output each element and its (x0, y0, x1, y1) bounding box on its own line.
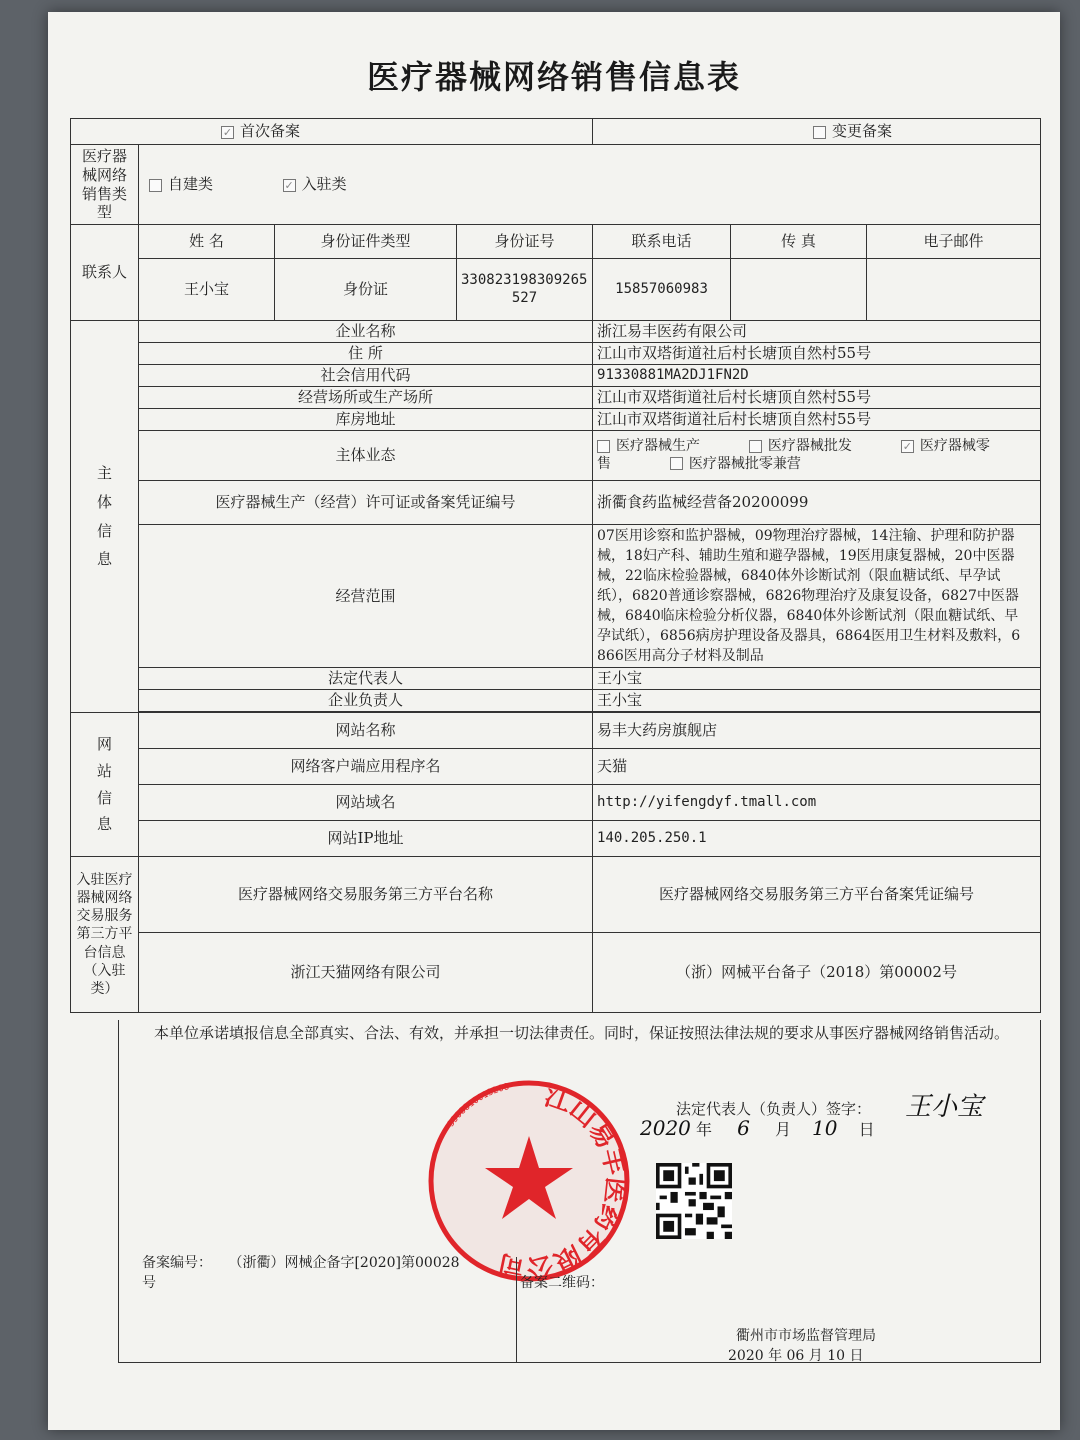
qr-code-icon[interactable] (656, 1163, 732, 1239)
contact-phone: 15857060983 (593, 259, 731, 321)
authority-date: 2020 年 06 月 10 日 (728, 1348, 864, 1364)
checkbox-empty-icon[interactable] (813, 126, 826, 139)
subject-section-label: 主 体 信 息 (71, 321, 139, 713)
scope-label: 经营范围 (139, 525, 593, 668)
checkbox-checked-icon[interactable]: ✓ (902, 439, 912, 453)
checkbox-empty-icon[interactable] (149, 179, 162, 192)
form-both-option[interactable]: 医疗器械批零兼营 (670, 456, 801, 472)
site-domain[interactable]: http://yifengdyf.tmall.com (593, 785, 1041, 821)
authority-name: 衢州市市场监督管理局 (736, 1328, 876, 1344)
settled-option[interactable]: ✓ 入驻类 (284, 175, 347, 194)
sales-type-label: 医疗器械网络销售类型 (71, 145, 139, 225)
business-form-label: 主体业态 (139, 431, 593, 481)
residence: 江山市双塔街道社后村长塘顶自然村55号 (593, 343, 1041, 365)
header-id-number: 身份证号 (457, 225, 593, 259)
sales-type-options (139, 145, 1041, 225)
app-name: 天猫 (593, 749, 1041, 785)
legal-rep-label: 法定代表人 (139, 668, 593, 690)
company-name: 浙江易丰医药有限公司 (593, 321, 1041, 343)
change-filing-option[interactable]: 变更备案 (593, 119, 1041, 145)
page-title: 医疗器械网络销售信息表 (366, 58, 741, 96)
checkbox-empty-icon[interactable] (670, 457, 683, 470)
residence-label: 住 所 (139, 343, 593, 365)
domain-label: 网站域名 (139, 785, 593, 821)
site-name: 易丰大药房旗舰店 (593, 713, 1041, 749)
handwritten-signature: 王小宝 (905, 1092, 984, 1122)
company-name-label: 企业名称 (139, 321, 593, 343)
platform-section-label: 入驻医疗器械网络交易服务第三方平台信息（入驻类） (71, 857, 139, 1013)
warehouse-label: 库房地址 (139, 409, 593, 431)
business-scope: 07医用诊察和监护器械，09物理治疗器械，14注输、护理和防护器 械，18妇产科、辅助生殖和避孕器械，19医用康复器械，20中医器 械，22临床检验器械，6840体外诊断试剂（限血糖试纸、早孕试 纸），6820普通诊察器械，6826物理治疗及康复设备，6827中医器 械，6840临床检验分析仪器，6840体外诊断试剂（限血糖试纸、早 孕试纸），6856病房护理设备及器具，6864医用卫生材料及敷料，6 866医用高分子材料及制品 (593, 525, 1041, 668)
manager: 王小宝 (593, 690, 1041, 712)
contact-fax (731, 259, 867, 321)
seal-text: 江山易丰医药有限公司 (495, 1081, 631, 1283)
site-name-label: 网站名称 (139, 713, 593, 749)
form-retail-option[interactable]: ✓ 医疗器械零 (902, 438, 990, 454)
premises-label: 经营场所或生产场所 (139, 387, 593, 409)
checkbox-empty-icon[interactable] (749, 440, 762, 453)
business-form-options: 医疗器械生产 医疗器械批发 ✓ 医疗器械零 售 医疗器械批零兼营 (593, 431, 1041, 481)
platform-name-header: 医疗器械网络交易服务第三方平台名称 (139, 857, 593, 933)
platform-cert: （浙）网械平台备子（2018）第00002号 (593, 933, 1041, 1013)
filing-no-suffix: 号 (142, 1275, 156, 1291)
premises: 江山市双塔街道社后村长塘顶自然村55号 (593, 387, 1041, 409)
ip-label: 网站IP地址 (139, 821, 593, 857)
app-label: 网络客户端应用程序名 (139, 749, 593, 785)
contact-id-number: 330823198309265 527 (457, 259, 593, 321)
signature-date: 2020 年 6 月 10 日 (640, 1116, 875, 1140)
contact-id-type: 身份证 (275, 259, 457, 321)
credit-code: 91330881MA2DJ1FN2D (593, 365, 1041, 387)
self-built-option[interactable]: 自建类 (149, 175, 213, 193)
qr-label: 备案二维码： (520, 1275, 604, 1291)
checkbox-checked-icon[interactable]: ✓ (284, 178, 294, 192)
contact-section-label: 联系人 (71, 225, 139, 321)
site-ip: 140.205.250.1 (593, 821, 1041, 857)
header-id-type: 身份证件类型 (275, 225, 457, 259)
website-section-label: 网 站 信 息 (71, 713, 139, 857)
credit-code-label: 社会信用代码 (139, 365, 593, 387)
legal-rep: 王小宝 (593, 668, 1041, 690)
checkbox-empty-icon[interactable] (597, 440, 610, 453)
header-fax: 传 真 (731, 225, 867, 259)
seal-code: 3308810013208 (446, 1082, 511, 1129)
filing-no: 备案编号： （浙衢）网械企备字[2020]第00028 (142, 1255, 460, 1271)
form-wholesale-option[interactable]: 医疗器械批发 (749, 438, 852, 454)
header-name: 姓 名 (139, 225, 275, 259)
warehouse: 江山市双塔街道社后村长塘顶自然村55号 (593, 409, 1041, 431)
signature-label: 法定代表人（负责人）签字： (676, 1100, 872, 1118)
license-label: 医疗器械生产（经营）许可证或备案凭证编号 (139, 481, 593, 525)
platform-name: 浙江天猫网络有限公司 (139, 933, 593, 1013)
declaration-text: 本单位承诺填报信息全部真实、合法、有效，并承担一切法律责任。同时，保证按照法律法规的要求从事医疗器械网络销售活动。 (154, 1024, 1010, 1042)
manager-label: 企业负责人 (139, 690, 593, 712)
filing-divider (118, 1257, 517, 1362)
contact-email (867, 259, 1041, 321)
contact-name: 王小宝 (139, 259, 275, 321)
header-phone: 联系电话 (593, 225, 731, 259)
platform-cert-header: 医疗器械网络交易服务第三方平台备案凭证编号 (593, 857, 1041, 933)
info-table (70, 118, 1041, 1013)
header-email: 电子邮件 (867, 225, 1041, 259)
form-production-option[interactable]: 医疗器械生产 (597, 438, 700, 454)
checkbox-checked-icon[interactable]: ✓ (222, 125, 233, 139)
license-no: 浙衢食药监械经营备20200099 (593, 481, 1041, 525)
first-filing-option[interactable]: ✓ 首次备案 (71, 119, 593, 145)
